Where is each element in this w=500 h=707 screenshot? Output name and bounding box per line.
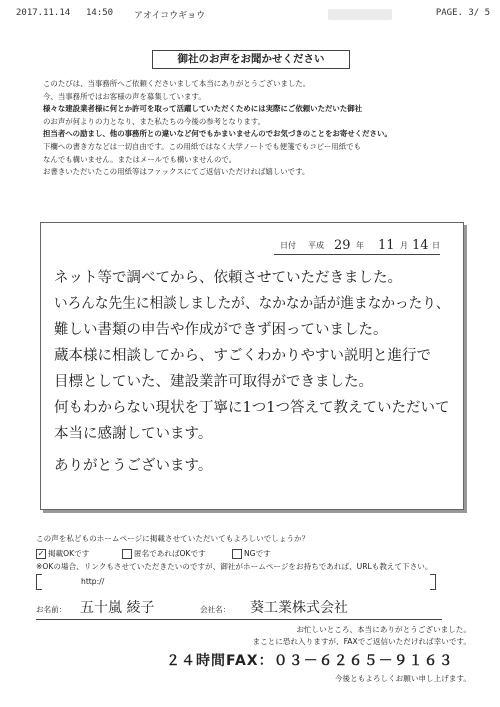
intro-line: のお声が何よりの力となり、また私たちの今後の参考となります。 (43, 116, 266, 126)
date-row (274, 236, 440, 255)
redacted-field (328, 9, 392, 20)
day-unit: 日 (432, 241, 440, 250)
checkbox-checked[interactable]: ✓ (37, 548, 45, 558)
url-field[interactable] (36, 574, 436, 590)
intro-line: なんでも構いません。またはメールでも構いませんので。 (43, 154, 237, 164)
company-value: 葵工業株式会社 (250, 600, 348, 616)
fax-time: 14:50 (86, 8, 114, 18)
name-value: 五十嵐 綾子 (80, 600, 155, 616)
fax-number: ２４時間FAX：０３－６２６５－９１６３ (166, 653, 454, 669)
testimonial-line: 本当に感謝しています。 (54, 426, 213, 442)
day-value: 14 (412, 238, 429, 253)
consent-question: この声を私どものホームページに掲載させていただいてもよろしいでしょうか？ (36, 534, 310, 543)
option-publish-ok[interactable] (36, 548, 89, 559)
intro-line: 担当者への励まし、他の事務所との違いなど何でもかまいませんのでお気づきのことをお寄せください。 (43, 129, 392, 139)
testimonial-line: いろんな先生に相談しましたが、なかなか話が進まなかったり、 (54, 296, 450, 312)
month-unit: 月 (400, 241, 408, 250)
intro-line: 今、当事務所ではお客様の声を募集しています。 (43, 91, 206, 101)
option-label: 匿名であればOKです (134, 549, 206, 558)
form-title: 御社のお声をお聞かせください (152, 50, 350, 69)
option-anonymous-ok[interactable] (122, 548, 206, 559)
bracket-right (430, 574, 436, 590)
closing-text: 今後ともよろしくお願い申し上げます。 (334, 674, 471, 683)
option-label: 掲載OKです (48, 549, 90, 558)
company-label: 会社名： (200, 605, 231, 614)
month-value: 11 (378, 238, 395, 253)
thanks-line: お忙しいところ、本当にありがとうございました。 (296, 625, 471, 634)
url-note: ※OKの場合、リンクもさせていただきたいのですが、御社がホームページをお持ちであれば、URLも教えて下さい。 (36, 562, 433, 571)
intro-text (43, 78, 483, 179)
testimonial-line: 蔵本様に相談してから、すごくわかりやすい説明と進行で (54, 348, 431, 364)
year-unit: 年 (356, 241, 364, 250)
option-ng[interactable] (232, 548, 271, 559)
checkbox[interactable] (232, 549, 242, 559)
intro-line: 下欄への書き方などは一切自由です。この用紙ではなく大学ノートでも便箋でもコピー用紙でも (43, 141, 361, 151)
checkbox[interactable] (122, 549, 132, 559)
intro-line: お書きいただいたこの用紙等はファックスにてご返信いただければ嬉しいです。 (43, 167, 310, 177)
testimonial-line: ネット等で調べてから、依頼させていただきました。 (54, 270, 402, 286)
name-label: お名前： (36, 605, 67, 614)
fax-sender: アオイコウギョウ (134, 11, 206, 21)
intro-line: このたびは、当事務所へご依頼くださいまして本当にありがとうございました。 (43, 79, 311, 88)
testimonial-line: ありがとうございます。 (54, 458, 213, 474)
testimonial-line: 難しい書類の申告や作成ができず困っていました。 (54, 322, 388, 338)
era-label: 平成 (308, 241, 324, 250)
testimonial-line: 目標としていた、建設業許可取得ができました。 (54, 374, 373, 390)
name-row (36, 597, 442, 620)
date-label: 日付 (280, 241, 296, 250)
thanks-text (0, 624, 471, 648)
fax-date: 2017.11.14 (16, 8, 71, 18)
url-placeholder: http:// (81, 577, 105, 586)
thanks-line: まことに恐れ入りますが、FAXでご返信いただければ幸いです。 (252, 637, 471, 646)
fax-page: PAGE. 3/ 5 (435, 8, 490, 18)
year-value: 29 (334, 238, 351, 253)
intro-line: 様々な建設業者様に何とか許可を取って活躍していただくためには実際にご依頼いただいた御社 (43, 104, 363, 114)
fax-header (16, 8, 490, 22)
testimonial-line: 何もわからない現状を丁寧に1つ1つ答えて教えていただいて (54, 400, 450, 416)
bracket-left (36, 574, 42, 590)
option-label: NGです (244, 549, 271, 558)
